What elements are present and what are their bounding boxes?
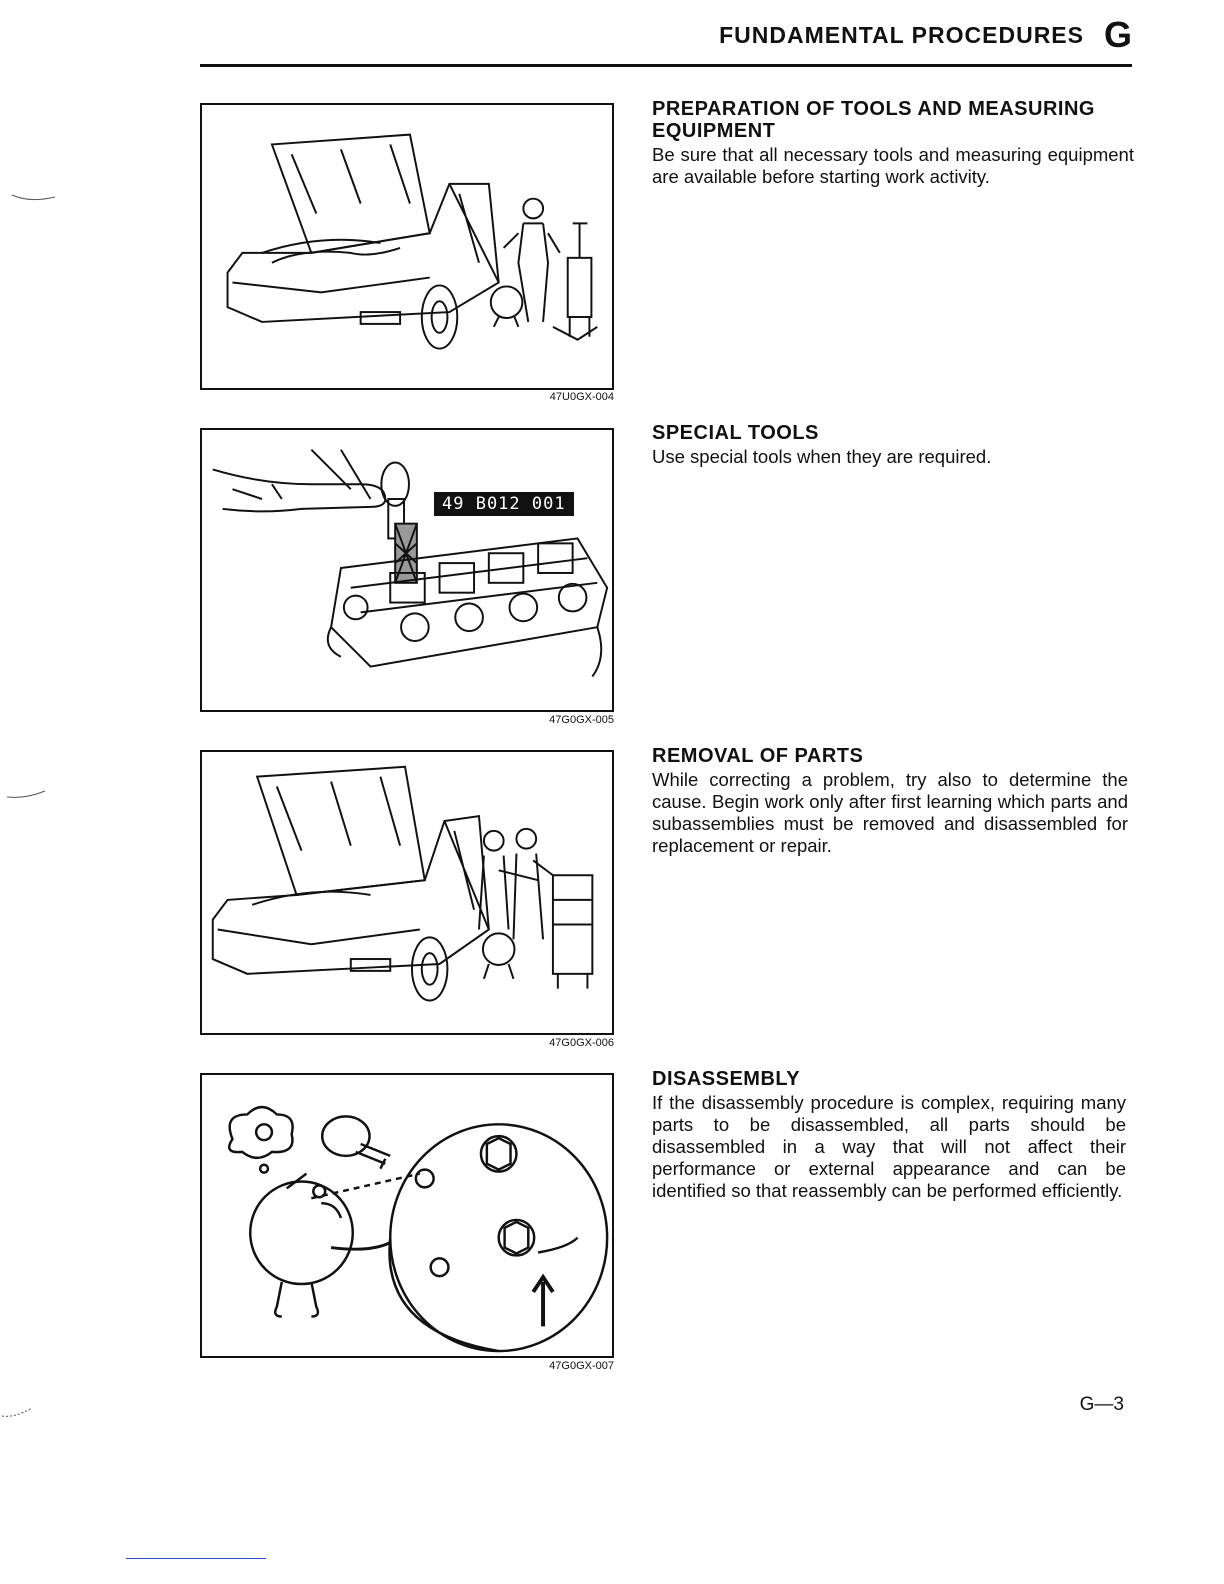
- section-heading: SPECIAL TOOLS: [652, 422, 819, 444]
- section-special-tools: [652, 422, 1134, 468]
- section-removal-of-parts: [652, 745, 1128, 857]
- special-tool-number-label: 49 B012 001: [434, 492, 574, 516]
- figure-caption: 47G0GX-006: [549, 1037, 614, 1049]
- margin-scan-mark: [0, 1402, 40, 1422]
- bottom-edge-line: [126, 1558, 266, 1559]
- section-heading: REMOVAL OF PARTS: [652, 745, 864, 767]
- disassembly-mascot-illustration: [202, 1075, 612, 1356]
- car-with-mechanics-illustration: [202, 752, 612, 1033]
- page-header-title: FUNDAMENTAL PROCEDURES: [719, 22, 1084, 48]
- car-with-mechanic-illustration: [202, 105, 612, 388]
- margin-scan-mark: [5, 785, 50, 805]
- figure-caption: 47U0GX-004: [549, 391, 614, 403]
- section-heading: PREPARATION OF TOOLS AND MEASURING EQUIPMENT: [652, 98, 1095, 142]
- page-number: G—3: [1079, 1394, 1124, 1415]
- section-body: While correcting a problem, try also to determine the cause. Begin work only after first learning which parts and subassemblies must be removed and disassembled for replacement or repair.: [652, 769, 1128, 856]
- section-preparation: [652, 98, 1134, 188]
- figure-special-tools: [200, 428, 614, 712]
- section-letter: G: [1103, 14, 1132, 55]
- header-rule: [200, 64, 1132, 67]
- figure-caption: 47G0GX-005: [549, 714, 614, 726]
- margin-scan-mark: [10, 185, 60, 205]
- section-body: If the disassembly procedure is complex, requiring many parts to be disassembled, all parts should be disassembled in a way that will not affect their performance or external appearance and can be identified so that reassembly can be performed efficiently.: [652, 1092, 1126, 1201]
- section-body: Be sure that all necessary tools and measuring equipment are available before starting work activity.: [652, 144, 1134, 187]
- figure-disassembly: [200, 1073, 614, 1358]
- section-disassembly: [652, 1068, 1126, 1202]
- hammer-special-tool-illustration: [202, 430, 612, 710]
- section-heading: DISASSEMBLY: [652, 1068, 801, 1090]
- figure-caption: 47G0GX-007: [549, 1360, 614, 1372]
- figure-tools-preparation: [200, 103, 614, 390]
- section-body: Use special tools when they are required.: [652, 446, 992, 467]
- figure-removal-of-parts: [200, 750, 614, 1035]
